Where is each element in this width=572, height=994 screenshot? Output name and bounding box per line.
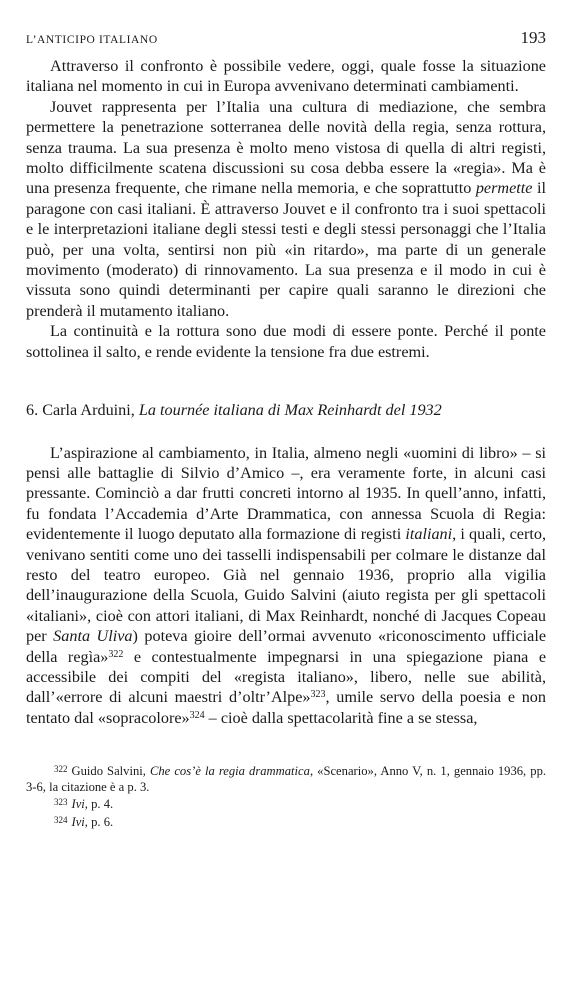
section-paragraph-text-c: ) poteva gioire dell’ormai avvenuto «riconoscimento ufficiale della regìa» xyxy=(26,627,547,666)
footnotes xyxy=(26,762,546,830)
section-paragraph-text-d: e contestualmente impegnarsi in una spiegazione piana e accessibile dei compiti del «regista italiano», libero, nelle sue abilità, dall’«errore di alcuni maestri d’oltr’Alpe» xyxy=(26,647,546,707)
section-paragraph-text-b: , i quali, certo, venivano sentiti come uno dei tasselli indispensabili per colmare le distanze dal resto del teatro europeo. Già nel gennaio 1936, proprio alla vigilia dell’inaugurazione della Scuola, Guido Salvini (aiuto regista per gli spettacoli «italiani», cioè con attori italiani, di Max Reinhardt, nonché di Jacques Copeau per xyxy=(26,525,546,646)
running-title: L’ANTICIPO ITALIANO xyxy=(26,34,158,46)
footnote-324 xyxy=(26,813,546,831)
paragraph-1 xyxy=(26,56,546,97)
section-paragraph xyxy=(26,443,546,729)
paragraph-2-text-b: il paragone con casi italiani. È attraverso Jouvet e il confronto tra i suoi spettacoli e le interpretazioni italiane degli stessi testi e degli stessi personaggi che l’Italia può, per una volta, sentirsi non più «in ritardo», ma parte di un generale movimento (moderato) di rinnovamento. La sua presenza e il modo in cui è vissuta sono quindi determinanti per capire quali saranno le direzioni che prenderà il mutamento italiano. xyxy=(26,179,546,320)
footnote-ref-322[interactable]: 322 xyxy=(108,648,124,660)
page-number: 193 xyxy=(520,28,546,47)
section-paragraph-text-f: – cioè dalla spettacolarità fine a se stessa, xyxy=(204,708,478,727)
footnote-number: 322 xyxy=(54,764,68,775)
section-heading-title: La tournée italiana di Max Reinhardt del 1932 xyxy=(138,401,442,420)
footnote-ivi: Ivi xyxy=(71,797,85,812)
section-paragraph-emphasis-1: italiani xyxy=(405,525,453,544)
section-paragraph-text-e: , umile servo della poesia e non tentato dal «sopracolore» xyxy=(26,688,546,727)
footnote-ivi: Ivi xyxy=(71,814,85,829)
paragraph-2-text-a: Jouvet rappresenta per l’Italia una cultura di mediazione, che sembra permettere la penetrazione sotterranea delle novità della regia, senza rottura, senza trauma. La sua presenza è molto meno vistosa di quella di altri registi, molto difficilmente scatena discussioni su cosa debba essere la «regia». Ma è una presenza frequente, che rimane nella memoria, e che soprattutto xyxy=(26,97,546,198)
footnote-ref-324[interactable]: 324 xyxy=(189,709,205,721)
footnote-323 xyxy=(26,795,546,813)
paragraph-3-text: La continuità e la rottura sono due modi di essere ponte. Perché il ponte sottolinea il salto, e rende evidente la tensione fra due estremi. xyxy=(26,322,546,361)
footnote-text: , «Scenario», Anno V, n. 1, gennaio 1936, pp. 3-6, la citazione è a p. 3. xyxy=(26,764,547,794)
paragraph-2-emphasis: permette xyxy=(475,179,533,198)
paragraph-2 xyxy=(26,97,546,321)
section-paragraph-text-a: L’aspirazione al cambiamento, in Italia, almeno negli «uomini di libro» – si pensi alle battaglie di Silvio d’Amico –, era veramente forte, in alcuni casi pressante. Cominciò a dar frutti concreti intorno al 1935. In quell’anno, infatti, fu fondata l’Accademia d’Arte Drammatica, con annessa Scuola di Regia: evidentemente il luogo deputato alla formazione di registi xyxy=(26,443,546,544)
running-head xyxy=(26,26,546,56)
section-heading xyxy=(26,400,546,420)
book-page xyxy=(26,26,546,831)
body-text xyxy=(26,56,546,728)
footnote-title: Che cos’è la regia drammatica xyxy=(149,764,310,779)
section-heading-prefix: 6. Carla Arduini, xyxy=(26,401,139,420)
footnote-322 xyxy=(26,762,546,795)
footnote-text: , p. 6. xyxy=(84,814,114,829)
footnote-number: 324 xyxy=(54,814,68,825)
footnote-ref-323[interactable]: 323 xyxy=(310,689,326,701)
footnote-text: , p. 4. xyxy=(84,797,114,812)
paragraph-1-text: Attraverso il confronto è possibile vedere, oggi, quale fosse la situazione italiana nel momento in cui in Europa avvenivano determinati cambiamenti. xyxy=(26,57,546,96)
paragraph-3 xyxy=(26,321,546,362)
footnote-author: Guido Salvini, xyxy=(71,764,150,779)
section-paragraph-emphasis-2: Santa Uliva xyxy=(53,627,133,646)
footnote-number: 323 xyxy=(54,797,68,808)
